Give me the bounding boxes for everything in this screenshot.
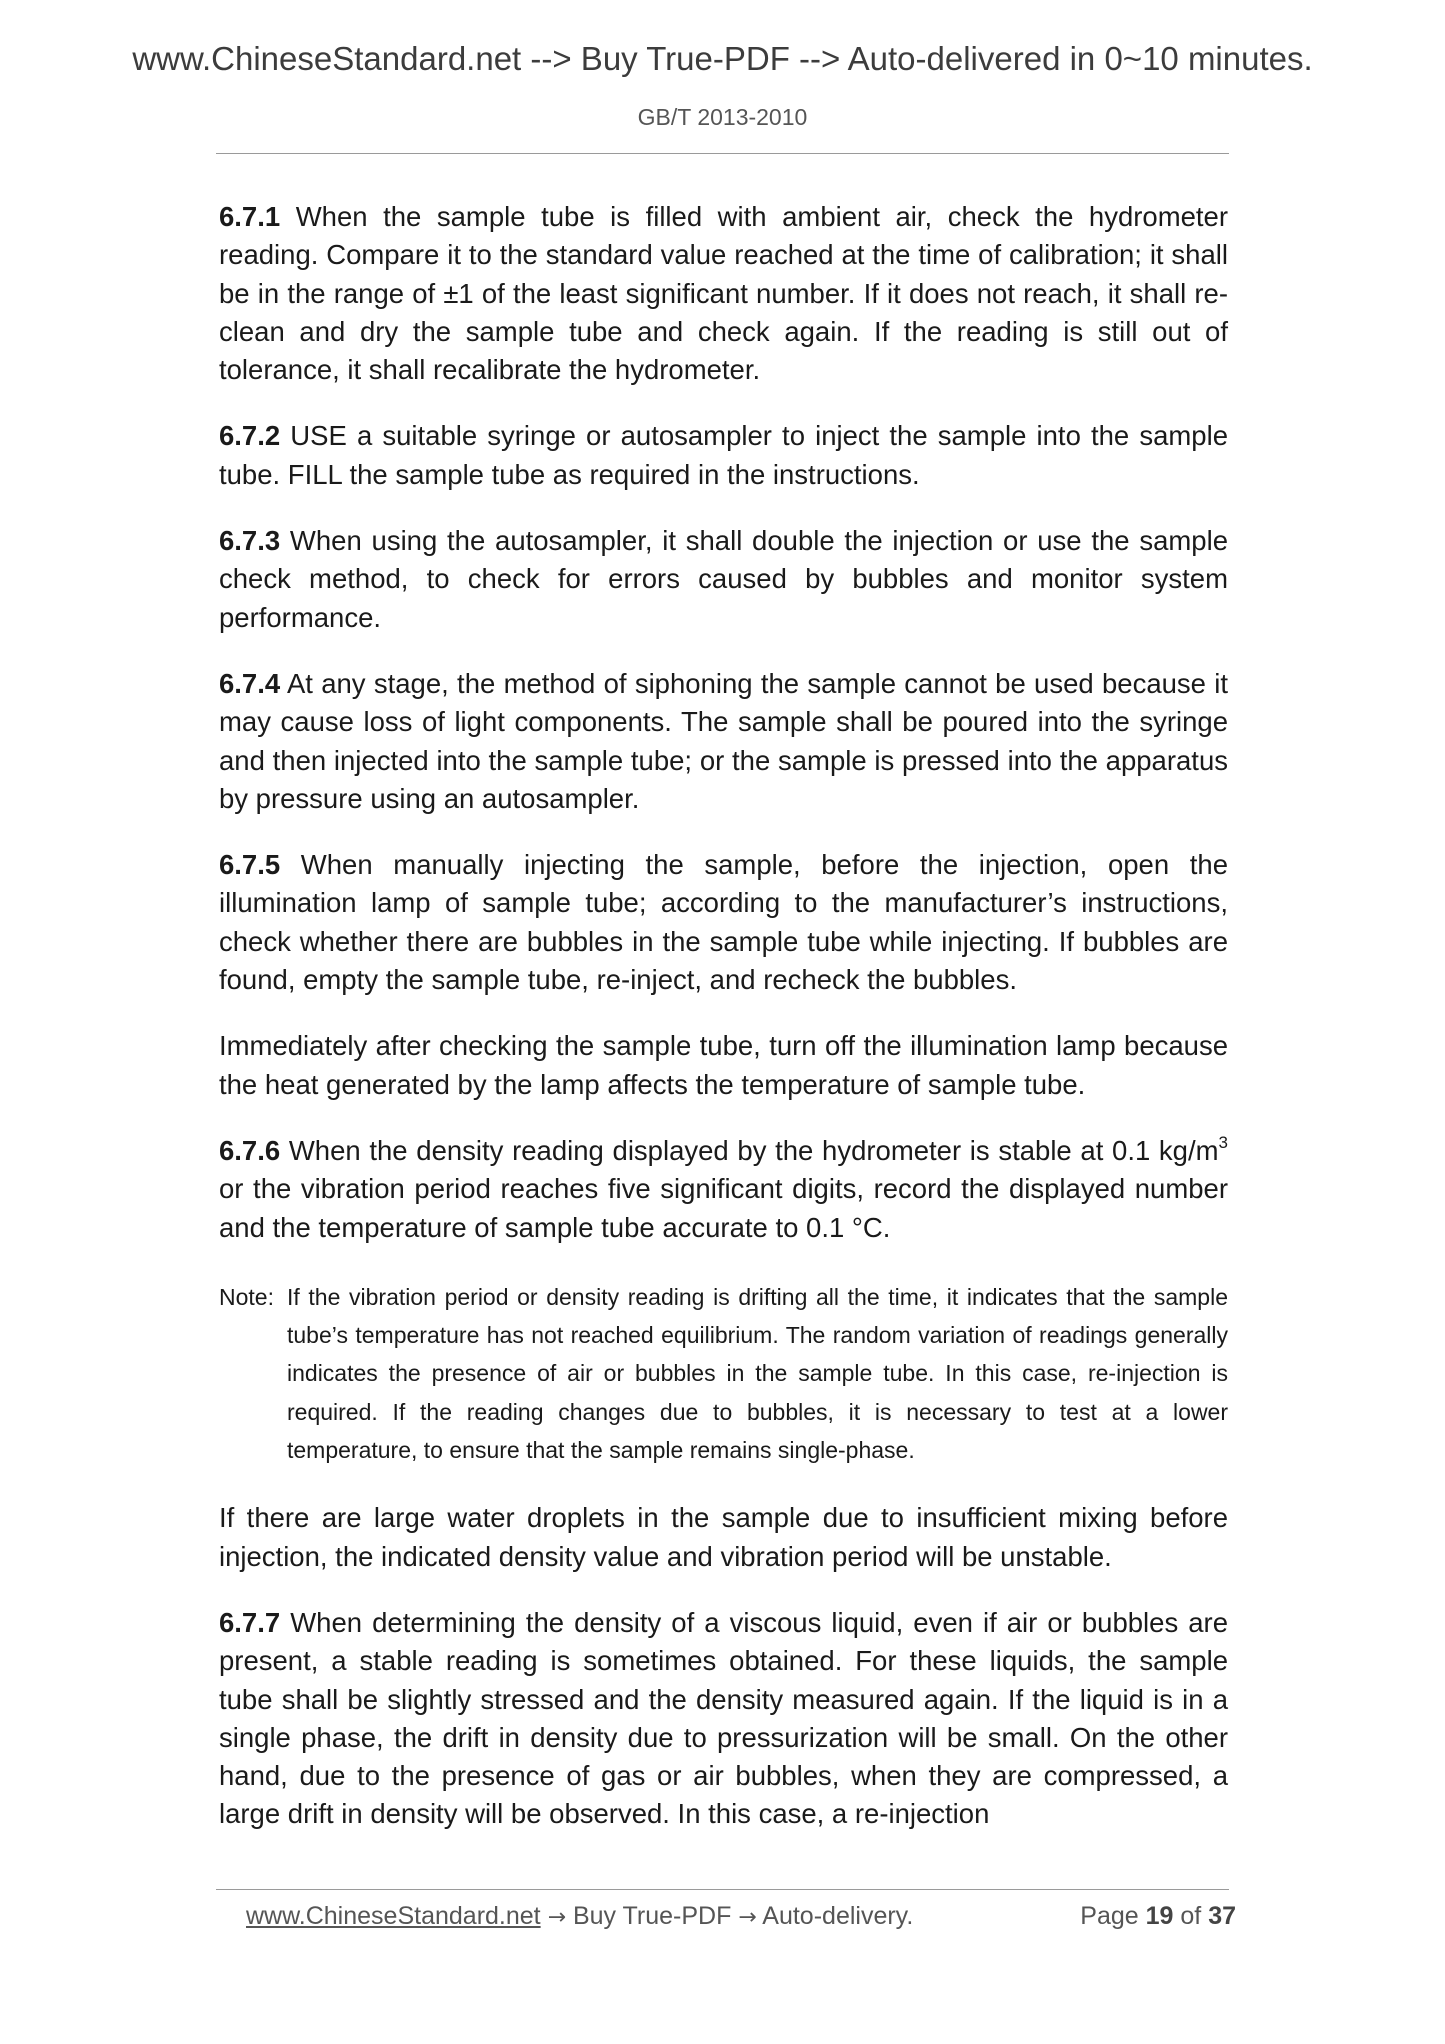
document-body <box>219 198 1228 1862</box>
clause-number: 6.7.5 <box>219 849 281 881</box>
footer-site-link[interactable]: www.ChineseStandard.net <box>246 1902 541 1930</box>
note-text: If the vibration period or density reading is drifting all the time, it indicates that the sample tube’s temperature has not reached equilibrium. The random variation of readings generally indicates the presence of air or bubbles in the sample tube. In this case, re-injection is required. If the reading changes due to bubbles, it is necessary to test at a lower temperature, to ensure that the sample remains single-phase. <box>287 1283 1228 1464</box>
page-label: Page <box>1080 1902 1146 1930</box>
clause-number: 6.7.2 <box>219 420 281 452</box>
clause-text: At any stage, the method of siphoning the sample cannot be used because it may cause loss of light components. The sample shall be poured into the syringe and then injected into the sample tube; or the sample is pressed into the apparatus by pressure using an autosampler. <box>219 667 1228 814</box>
clause-6-7-6-continuation: If there are large water droplets in the sample due to insufficient mixing before injection, the indicated density value and vibration period will be unstable. <box>219 1502 1228 1572</box>
standard-number: GB/T 2013-2010 <box>637 104 808 130</box>
site-banner: www.ChineseStandard.net --> Buy True-PDF --> Auto-delivered in 0~10 minutes. <box>132 40 1313 77</box>
clause-number: 6.7.1 <box>219 201 281 232</box>
page-indicator <box>1080 1902 1236 1931</box>
clause-6-7-6 <box>219 1132 1228 1247</box>
clause-text: When using the autosampler, it shall double the injection or use the sample check method, to check for errors caused by bubbles and monitor system performance. <box>219 525 1228 633</box>
clause-6-7-7 <box>219 1604 1228 1834</box>
arrow-right-icon: → <box>738 1905 757 1930</box>
arrow-right-icon: → <box>547 1905 567 1930</box>
note-label: Note: <box>219 1283 274 1310</box>
clause-number: 6.7.7 <box>219 1606 281 1638</box>
clause-6-7-1 <box>219 198 1228 389</box>
superscript-exponent: 3 <box>1218 1132 1228 1152</box>
clause-6-7-5-continuation: Immediately after checking the sample tube, turn off the illumination lamp because the heat generated by the lamp affects the temperature of sample tube. <box>219 1030 1228 1100</box>
clause-text: or the vibration period reaches five significant digits, record the displayed number and the temperature of sample tube accurate to 0.1 °C. <box>219 1173 1228 1243</box>
clause-text: When determining the density of a viscous liquid, even if air or bubbles are present, a stable reading is sometimes obtained. For these liquids, the sample tube shall be slightly stressed and the density measured again. If the liquid is in a single phase, the drift in density due to pressurization will be small. On the other hand, due to the presence of gas or air bubbles, when they are compressed, a large drift in density will be observed. In this case, a re-injection <box>219 1606 1228 1830</box>
clause-6-7-3 <box>219 522 1228 637</box>
page-footer <box>246 1902 1236 1931</box>
footer-buy-text: Buy True-PDF <box>566 1902 739 1930</box>
clause-6-7-2 <box>219 417 1228 494</box>
note-block <box>219 1278 1228 1469</box>
header-divider <box>216 153 1229 154</box>
clause-number: 6.7.6 <box>219 1134 281 1166</box>
clause-number: 6.7.3 <box>219 525 281 557</box>
clause-text: When the density reading displayed by the hydrometer is stable at 0.1 kg/m <box>280 1134 1219 1166</box>
footer-auto-text: Auto-delivery. <box>756 1902 914 1930</box>
clause-number: 6.7.4 <box>219 667 281 699</box>
page-total: 37 <box>1208 1902 1236 1930</box>
clause-6-7-4 <box>219 665 1228 818</box>
footer-divider <box>216 1889 1229 1890</box>
clause-text: When the sample tube is filled with ambient air, check the hydrometer reading. Compare it to the standard value reached at the time of calibration; it shall be in the range of ±1 of the least significant number. If it does not reach, it shall re-clean and dry the sample tube and check again. If the reading is still out of tolerance, it shall recalibrate the hydrometer. <box>219 201 1228 386</box>
clause-text: USE a suitable syringe or autosampler to inject the sample into the sample tube. FILL the sample tube as required in the instructions. <box>219 420 1228 490</box>
clause-text: When manually injecting the sample, before the injection, open the illumination lamp of sample tube; according to the manufacturer’s instructions, check whether there are bubbles in the sample tube while injecting. If bubbles are found, empty the sample tube, re-inject, and recheck the bubbles. <box>219 849 1228 996</box>
clause-6-7-5 <box>219 846 1228 999</box>
page-of-label: of <box>1173 1902 1209 1930</box>
page-number: 19 <box>1145 1902 1174 1930</box>
